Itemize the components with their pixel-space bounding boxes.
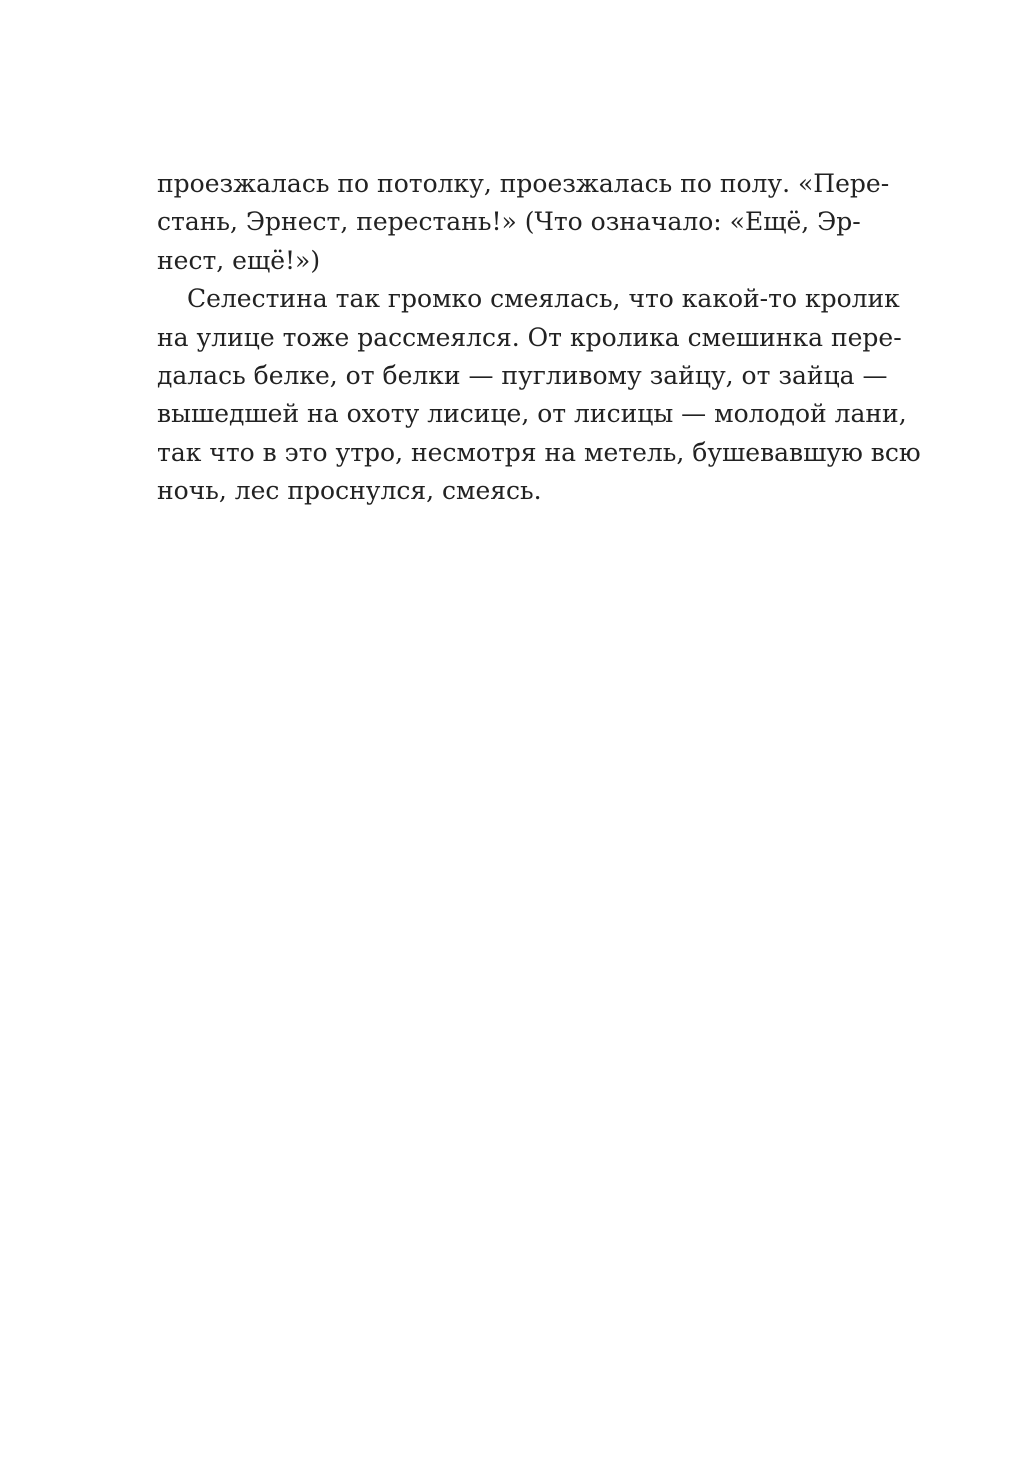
text-line: вышедшей на охоту лисице, от лисицы — молодой лани, bbox=[157, 399, 907, 429]
text-line: Селестина так громко смеялась, что какой-то кролик bbox=[187, 284, 900, 314]
paragraph-1 bbox=[157, 165, 890, 280]
text-line: так что в это утро, несмотря на метель, бушевавшую всю bbox=[157, 437, 921, 467]
body-text bbox=[157, 165, 921, 511]
text-line: ночь, лес проснулся, смеясь. bbox=[157, 476, 542, 506]
text-line: стань, Эрнест, перестань!» (Что означало: «Ещё, Эр- bbox=[157, 207, 861, 237]
text-line: нест, ещё!») bbox=[157, 245, 321, 275]
text-line: далась белке, от белки — пугливому зайцу, от зайца — bbox=[157, 360, 888, 390]
text-line: на улице тоже рассмеялся. От кролика смешинка пере- bbox=[157, 322, 902, 352]
paragraph-2 bbox=[157, 280, 921, 510]
text-line: проезжалась по потолку, проезжалась по полу. «Пере- bbox=[157, 169, 890, 198]
